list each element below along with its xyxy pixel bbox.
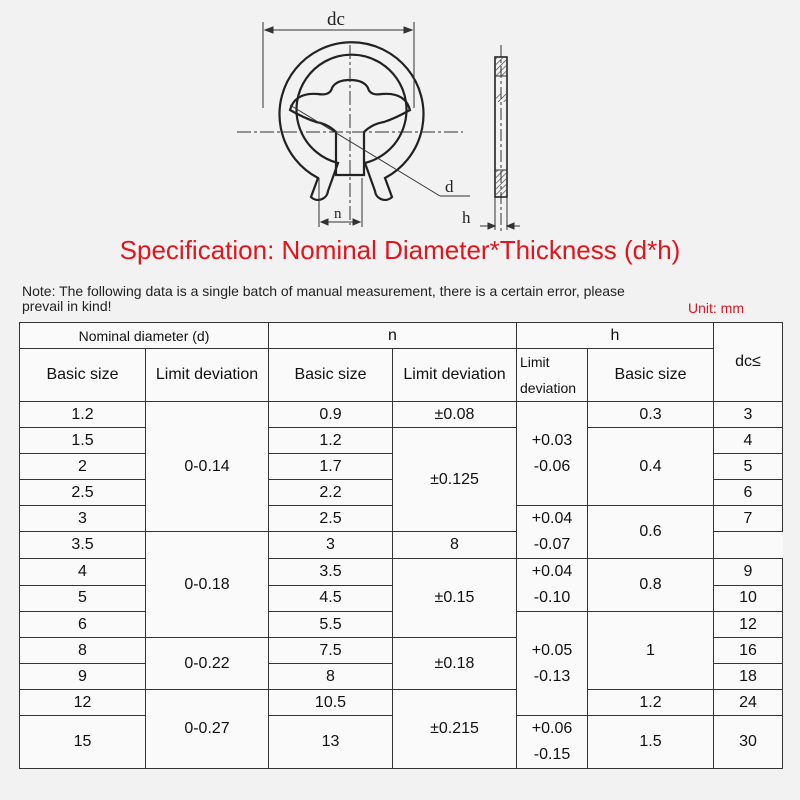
- n-basic-cell: 2.5: [269, 506, 393, 532]
- n-limit-cell: ±0.18: [393, 638, 517, 690]
- n-limit-cell: ±0.125: [393, 428, 517, 532]
- header-n-basic: Basic size: [269, 349, 393, 402]
- header-row-2: [20, 349, 783, 402]
- header-h: h: [517, 323, 714, 349]
- h-basic-cell: 0.3: [588, 402, 714, 428]
- d-basic-cell: 4: [20, 559, 146, 586]
- d-basic-cell: 6: [20, 612, 146, 638]
- d-basic-cell: 8: [20, 638, 146, 664]
- dc-cell: 12: [714, 612, 783, 638]
- d-basic-cell: 2: [20, 454, 146, 480]
- dc-cell: 8: [393, 532, 517, 559]
- n-basic-cell: 1.7: [269, 454, 393, 480]
- h-limit-plus: +0.06: [531, 720, 573, 737]
- n-basic-cell: 13: [269, 716, 393, 769]
- dc-cell: 9: [714, 559, 783, 586]
- table-row: [20, 402, 783, 428]
- dc-cell: 4: [714, 428, 783, 454]
- n-limit-cell: ±0.08: [393, 402, 517, 428]
- h-basic-cell: 1: [588, 612, 714, 690]
- d-basic-cell: 2.5: [20, 480, 146, 506]
- n-basic-cell: 7.5: [269, 638, 393, 664]
- h-limit-minus: -0.15: [533, 746, 571, 763]
- unit-label: Unit: mm: [688, 300, 744, 316]
- n-basic-cell: 5.5: [269, 612, 393, 638]
- n-basic-cell: 10.5: [269, 690, 393, 716]
- header-h-limit: [517, 349, 588, 402]
- h-limit-cell: [517, 506, 588, 559]
- label-n: n: [334, 206, 342, 222]
- d-basic-cell: 3.5: [20, 532, 146, 559]
- dc-cell: 5: [714, 454, 783, 480]
- dc-cell: 3: [714, 402, 783, 428]
- header-row-1: [20, 323, 783, 349]
- dc-cell: 16: [714, 638, 783, 664]
- h-basic-cell: 0.8: [588, 559, 714, 612]
- d-basic-cell: 9: [20, 664, 146, 690]
- measurement-note: Note: The following data is a single batch of manual measurement, there is a certain error, please prevail in kind!: [22, 283, 625, 314]
- header-h-limit-line1: Limit: [520, 354, 550, 370]
- d-basic-cell: 5: [20, 585, 146, 612]
- d-basic-cell: 1.2: [20, 402, 146, 428]
- clip-outline: [280, 42, 424, 200]
- d-basic-cell: 1.5: [20, 428, 146, 454]
- label-h: h: [462, 208, 471, 227]
- n-limit-cell: ±0.215: [393, 690, 517, 769]
- h-limit-plus: +0.05: [531, 641, 573, 659]
- h-limit-cell: [517, 612, 588, 716]
- header-h-basic: Basic size: [588, 349, 714, 402]
- header-d-limit: Limit deviation: [146, 349, 269, 402]
- d-basic-cell: 15: [20, 716, 146, 769]
- h-basic-cell: 1.5: [588, 716, 714, 769]
- header-n: n: [269, 323, 517, 349]
- n-basic-cell: 4.5: [269, 585, 393, 612]
- n-basic-cell: 3.5: [269, 559, 393, 586]
- h-limit-plus: +0.04: [531, 563, 573, 580]
- table-row: [20, 428, 783, 454]
- h-basic-cell: 0.6: [588, 506, 714, 559]
- label-dc: dc: [327, 9, 345, 30]
- h-limit-plus: +0.04: [531, 510, 573, 527]
- n-basic-cell: 2.2: [269, 480, 393, 506]
- d-limit-cell: 0-0.14: [146, 402, 269, 532]
- table-row: [20, 690, 783, 716]
- n-basic-cell: 1.2: [269, 428, 393, 454]
- label-d: d: [445, 177, 454, 196]
- d-limit-cell: 0-0.27: [146, 690, 269, 769]
- table-row: [20, 559, 783, 586]
- dc-cell: 24: [714, 690, 783, 716]
- d-limit-cell: 0-0.18: [146, 532, 269, 638]
- h-basic-cell: 1.2: [588, 690, 714, 716]
- h-limit-cell: [517, 716, 588, 769]
- h-limit-minus: -0.07: [533, 536, 571, 553]
- header-d-basic: Basic size: [20, 349, 146, 402]
- h-basic-cell: 0.4: [588, 428, 714, 506]
- dc-cell: 30: [714, 716, 783, 769]
- header-dc: dc≤: [714, 323, 783, 402]
- dc-cell: 18: [714, 664, 783, 690]
- h-limit-minus: -0.06: [533, 457, 571, 475]
- n-basic-cell: 3: [269, 532, 393, 559]
- h-limit-cell: [517, 559, 588, 612]
- e-clip-technical-drawing: [0, 0, 800, 235]
- n-basic-cell: 8: [269, 664, 393, 690]
- d-basic-cell: 3: [20, 506, 146, 532]
- h-limit-minus: -0.10: [533, 589, 571, 606]
- specification-title: Specification: Nominal Diameter*Thickness (d*h): [119, 235, 681, 265]
- h-limit-cell: [517, 402, 588, 506]
- n-basic-cell: 0.9: [269, 402, 393, 428]
- h-limit-plus: +0.03: [531, 431, 573, 449]
- dc-cell: 10: [714, 585, 783, 612]
- dc-cell: 6: [714, 480, 783, 506]
- header-n-limit: Limit deviation: [393, 349, 517, 402]
- h-limit-minus: -0.13: [533, 667, 571, 685]
- dc-cell: 7: [714, 506, 783, 532]
- header-nominal-diameter: Nominal diameter (d): [20, 323, 269, 349]
- spec-table: [19, 322, 783, 769]
- d-limit-cell: 0-0.22: [146, 638, 269, 690]
- header-h-limit-line2: deviation: [520, 380, 577, 396]
- d-basic-cell: 12: [20, 690, 146, 716]
- n-limit-cell: ±0.15: [393, 559, 517, 638]
